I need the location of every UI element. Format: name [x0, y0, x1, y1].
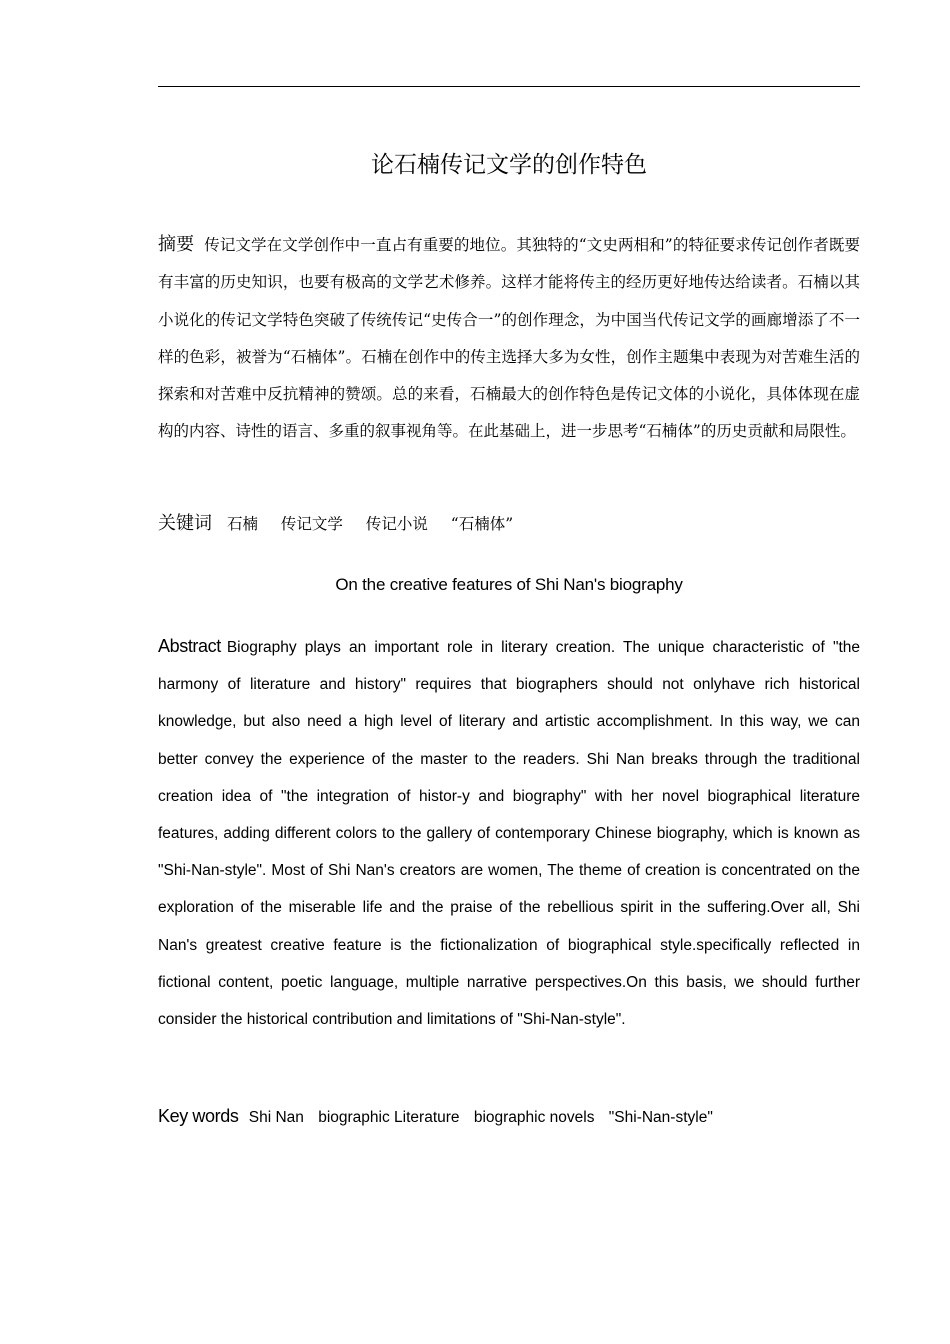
chinese-title: 论石楠传记文学的创作特色 — [371, 152, 647, 178]
chinese-keyword: 传记文学 — [280, 515, 343, 533]
english-keyword: biographic novels — [473, 1109, 595, 1126]
header-rule — [158, 86, 860, 87]
english-keywords-label: Key words — [158, 1106, 239, 1126]
chinese-abstract — [158, 226, 860, 451]
english-abstract — [158, 628, 860, 1038]
english-keyword: Shi Nan — [248, 1109, 304, 1126]
english-title: On the creative features of Shi Nan's biography — [335, 575, 683, 594]
english-keyword: biographic Literature — [318, 1109, 460, 1126]
chinese-keywords — [158, 508, 860, 540]
english-keywords — [158, 1100, 860, 1134]
chinese-keywords-label: 关键词 — [158, 513, 212, 534]
english-keyword: "Shi-Nan-style" — [608, 1109, 713, 1126]
chinese-keyword: 石楠 — [226, 515, 258, 533]
english-abstract-label: Abstract — [158, 636, 221, 656]
english-abstract-text: Biography plays an important role in literary creation. The unique characteristic of "the harmony of literature and history" requires that biographers should not onlyhave rich historical knowledge, but also need a high level of literary and artistic accomplishment. In this way, we can better convey the experience of the master to the readers. Shi Nan breaks through the traditional creation idea of "the integration of histor-y and biography" with her novel biographical literature features, adding different colors to the gallery of contemporary Chinese biography, which is known as "Shi-Nan-style". Most of Shi Nan's creators are women, The theme of creation is concentrated on the exploration of the miserable life and the praise of the rebellious spirit in the suffering.Over all, Shi Nan's greatest creative feature is the fictionalization of biographical style.specifically reflected in fictional content, poetic language, multiple narrative perspectives.On this basis, we should further consider the historical contribution and limitations of "Shi-Nan-style". — [158, 639, 860, 1029]
chinese-keyword: 传记小说 — [365, 515, 428, 533]
chinese-abstract-label: 摘要 — [158, 234, 195, 255]
chinese-abstract-text: 传记文学在文学创作中一直占有重要的地位。其独特的“文史两相和”的特征要求传记创作者既要有丰富的历史知识，也要有极高的文学艺术修养。这样才能将传主的经历更好地传达给读者。石楠以其小说化的传记文学特色突破了传统传记“史传合一”的创作理念，为中国当代传记文学的画廊增添了不一样的色彩，被誉为“石楠体”。石楠在创作中的传主选择大多为女性，创作主题集中表现为对苦难生活的探索和对苦难中反抗精神的赞颂。总的来看，石楠最大的创作特色是传记文体的小说化，具体体现在虚构的内容、诗性的语言、多重的叙事视角等。在此基础上，进一步思考“石楠体”的历史贡献和局限性。 — [158, 236, 860, 441]
chinese-keyword: “石楠体” — [450, 515, 514, 533]
